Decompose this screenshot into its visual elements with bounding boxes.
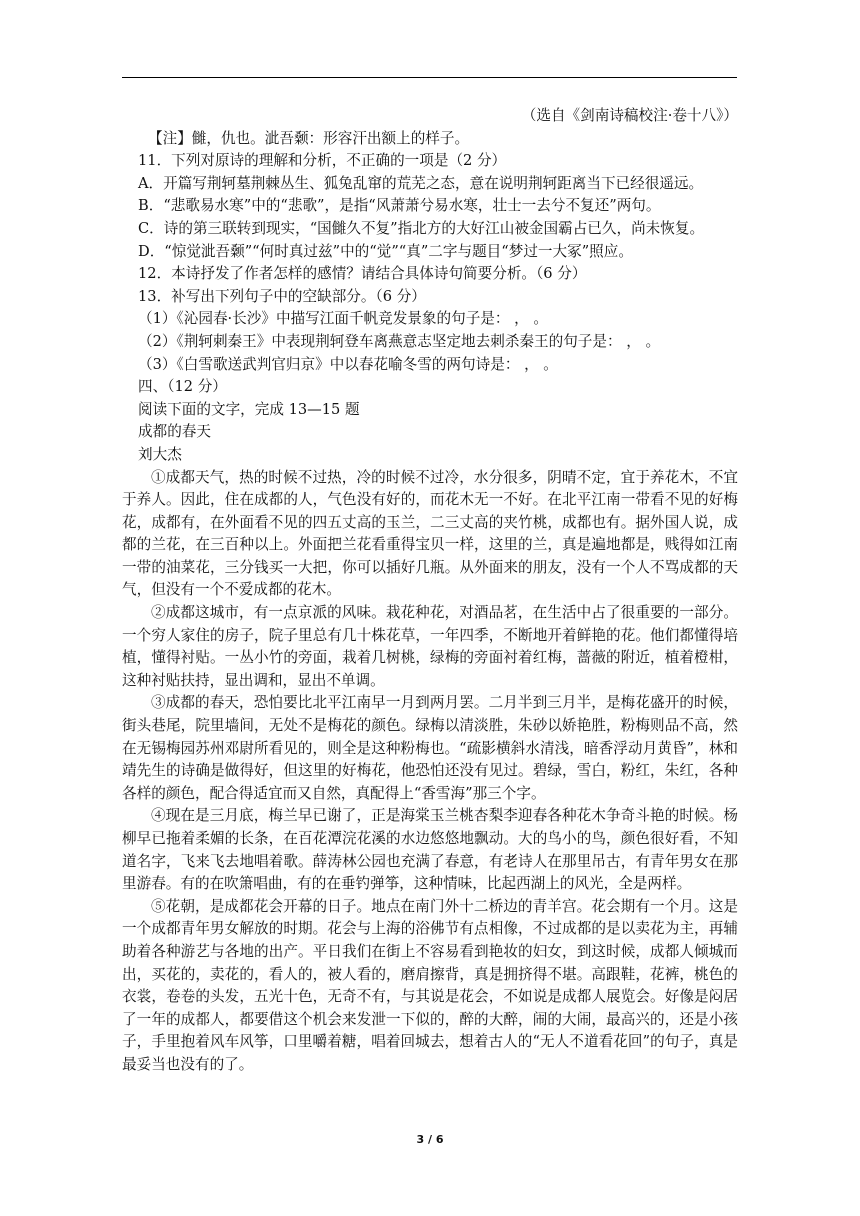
article-paragraph-1: ①成都天气，热的时候不过热，冷的时候不过冷，水分很多，阴晴不定，宜于养花木，不宜于养人。因此，住在成都的人，气色没有好的，而花木无一不好。在北平江南一带看不见的好梅花，成都有，在外面看不见的四五丈高的玉兰，二三丈高的夹竹桃，成都也有。据外国人说，成都的兰花，在三百种以上。外面把兰花看重得宝贝一样，这里的兰，真是遍地都是，贱得如江南一带的油菜花，三分钱买一大把，你可以插好几瓶。从外面来的朋友，没有一个人不骂成都的天气，但没有一个不爱成都的花木。 — [122, 468, 738, 599]
header-rule — [122, 77, 737, 78]
article-paragraph-2: ②成都这城市，有一点京派的风味。栽花种花，对酒品茗，在生活中占了很重要的一部分。一个穷人家住的房子，院子里总有几十株花草，一年四季，不断地开着鲜艳的花。他们都懂得培植，懂得衬贴。一丛小竹的旁面，栽着几树桃，绿梅的旁面衬着红梅，蔷薇的附近，植着橙柑，这种衬贴扶持，显出调和，显出不单调。 — [122, 604, 738, 689]
document-body — [122, 105, 738, 1077]
article-paragraph-4: ④现在是三月底，梅兰早已谢了，正是海棠玉兰桃杏梨李迎春各种花木争奇斗艳的时候。杨柳早已拖着柔媚的长条，在百花潭浣花溪的水边悠悠地飘动。大的鸟小的鸟，颜色很好看，不知道名字，飞来飞去地唱着歌。薛涛林公园也充满了春意，有老诗人在那里吊古，有青年男女在那里游春。有的在吹箫唱曲，有的在垂钓弹筝，这种情味，比起西湖上的风光，全是两样。 — [122, 807, 738, 893]
question-11-option-b: B．“悲歌易水寒”中的“悲歌”，是指“风萧萧兮易水寒，壮士一去兮不复还”两句。 — [138, 197, 661, 215]
source-citation: （选自《剑南诗稿校注·卷十八》） — [521, 107, 738, 124]
question-11-stem: 11．下列对原诗的理解和分析，不正确的一项是（2 分） — [138, 152, 507, 170]
question-11-option-a: A．开篇写荆轲墓荆棘丛生、狐兔乱窜的荒芜之态，意在说明荆轲距离当下已经很遥远。 — [138, 174, 704, 192]
article-paragraph-5: ⑤花朝，是成都花会开幕的日子。地点在南门外十二桥边的青羊宫。花会期有一个月。这是一个成都青年男女解放的时期。花会与上海的浴佛节有点相像，不过成都的是以卖花为主，再辅助着各种游艺与各地的出产。平日我们在街上不容易看到艳妆的妇女，到这时候，成都人倾城而出，买花的，卖花的，看人的，被人看的，磨肩擦背，真是拥挤得不堪。高跟鞋，花裤，桃色的衣裳，卷卷的头发，五光十色，无奇不有，与其说是花会，不如说是成都人展览会。好像是闷居了一年的成都人，都要借这个机会来发泄一下似的，醉的大醉，闹的大闹，最高兴的，还是小孩子，手里抱着风车风筝，口里嚼着糖，唱着回城去，想着古人的“无人不道看花回”的句子，真是最妥当也没有的了。 — [122, 897, 738, 1073]
question-13-stem: 13．补写出下列句子中的空缺部分。（6 分） — [138, 287, 426, 305]
question-13-item-2: （2）《荆轲刺秦王》中表现荆轲登车离燕意志坚定地去刺杀秦王的句子是： ， 。 — [138, 332, 661, 350]
question-11-option-c: C．诗的第三联转到现实，“国雠久不复”指北方的大好江山被金国霸占已久，尚未恢复。 — [138, 219, 705, 237]
page-number: 3 / 6 — [416, 1133, 444, 1146]
question-13-item-3: （3）《白雪歌送武判官归京》中以春花喻冬雪的两句诗是： ， 。 — [138, 355, 558, 373]
question-13-item-1: （1）《沁园春·长沙》中描写江面千帆竞发景象的句子是： ， 。 — [138, 310, 548, 328]
article-author: 刘大杰 — [138, 445, 182, 463]
question-12: 12．本诗抒发了作者怎样的感情？请结合具体诗句简要分析。（6 分） — [138, 265, 587, 283]
article-title: 成都的春天 — [138, 423, 211, 441]
reading-instruction: 阅读下面的文字，完成 13—15 题 — [138, 400, 360, 418]
article-paragraph-3: ③成都的春天，恐怕要比北平江南早一月到两月罢。二月半到三月半，是梅花盛开的时候，街头巷尾，院里墙间，无处不是梅花的颜色。绿梅以清淡胜，朱砂以娇艳胜，粉梅则品不高，然在无锡梅园苏州邓尉所看见的，则全是这种粉梅也。“疏影横斜水清浅，暗香浮动月黄昏”，林和靖先生的诗确是做得好，但这里的好梅花，他恐怕还没有见过。碧绿，雪白，粉红，朱红，各种各样的颜色，配合得适宜而又自然，真配得上“香雪海”那三个字。 — [122, 694, 738, 802]
annotation-note: 【注】雠，仇也。泚吾颡：形容汗出额上的样子。 — [148, 129, 470, 147]
question-11-option-d: D．“惊觉泚吾颡”“何时真过兹”中的“觉”“真”二字与题目“梦过一大冢”照应。 — [138, 242, 633, 260]
section-4-heading: 四、（12 分） — [138, 378, 227, 396]
